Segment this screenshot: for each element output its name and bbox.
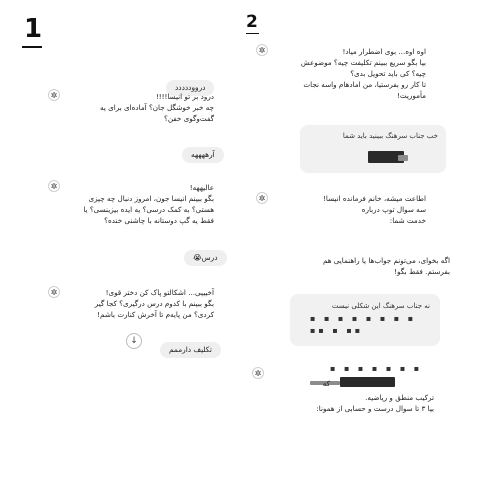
redacted-text: ▪▪ ▪ ▪▪ xyxy=(310,326,364,335)
redaction-block xyxy=(398,155,408,161)
panel-number-1: 1 xyxy=(24,14,43,44)
user-message: درووددددد xyxy=(166,80,214,96)
assistant-message: اوه اوه... بوی اضطرار میاد! بیا بگو سریع ببینم تکلیفت چیه؟ موضوعش چیه؟ کی باید تحویل بدی؟ تا کار رو بفرستیا، من امادهام واسه نجات مأموریت! xyxy=(300,47,426,100)
user-message: آرههههه xyxy=(182,147,224,163)
scroll-down-button[interactable]: ↓ xyxy=(126,333,142,349)
openai-logo-icon: ✲ xyxy=(252,367,264,379)
openai-logo-icon: ✲ xyxy=(48,89,60,101)
openai-logo-icon: ✲ xyxy=(256,192,268,204)
assistant-message: عالیههه! بگو ببینم انیسا جون، امروز دنبال چه چیزی هستی؟ به کمک درسی؟ یه ایده بیزینسی؟ یا فقط یه گپ دوستانه با چاشنی خنده؟ xyxy=(83,183,214,225)
openai-logo-icon: ✲ xyxy=(256,44,268,56)
redaction-block xyxy=(340,377,395,387)
assistant-message: ترکیب منطق و ریاضیه. بیا ۳ تا سوال درست و حسابی از همونا: xyxy=(316,393,434,413)
openai-logo-icon: ✲ xyxy=(48,286,60,298)
user-message-text: خب جناب سرهنگ ببینید باید شما xyxy=(342,132,438,140)
panel-number-underline xyxy=(246,33,259,34)
assistant-message: آخیییی... اشکالتو پاک کن دختر قوی! بگو ببینم با کدوم درس درگیری؟ کجا گیر کردی؟ من پایه‌م تا آخرش کنارت باشم! xyxy=(94,288,214,319)
assistant-message-fragment: که xyxy=(322,379,330,388)
assistant-message: اگه بخوای، می‌تونم جواب‌ها یا راهنمایی هم بفرستم. فقط بگو! xyxy=(322,256,450,276)
chat-panel-2 xyxy=(240,0,480,470)
redacted-text: ▪ ▪ ▪ ▪ ▪ ▪ ▪ ▪ xyxy=(310,314,417,323)
user-message-card xyxy=(290,294,440,346)
user-message-text: نه جناب سرهنگ این شکلی نیست xyxy=(331,302,430,310)
panel-number-2: 2 xyxy=(246,12,258,32)
assistant-message: درود بر تو انیسا!!!! چه خبر خوشگل جان؟ آماده‌ای برای یه گفت‌وگوی خفن؟ xyxy=(100,92,214,123)
user-message: درس😭 xyxy=(184,250,227,266)
openai-logo-icon: ✲ xyxy=(48,180,60,192)
user-message: تکلیف دارممم xyxy=(160,342,221,358)
chat-panel-1 xyxy=(0,0,240,470)
assistant-message: اطاعت میشه، خانم فرمانده انیسا! سه سوال توپ درباره خدمت شما: xyxy=(322,194,426,225)
panel-number-underline xyxy=(22,46,42,48)
user-message-card xyxy=(300,125,446,173)
redacted-text: ▪ ▪ ▪ ▪ ▪ ▪ ▪ xyxy=(330,364,423,373)
